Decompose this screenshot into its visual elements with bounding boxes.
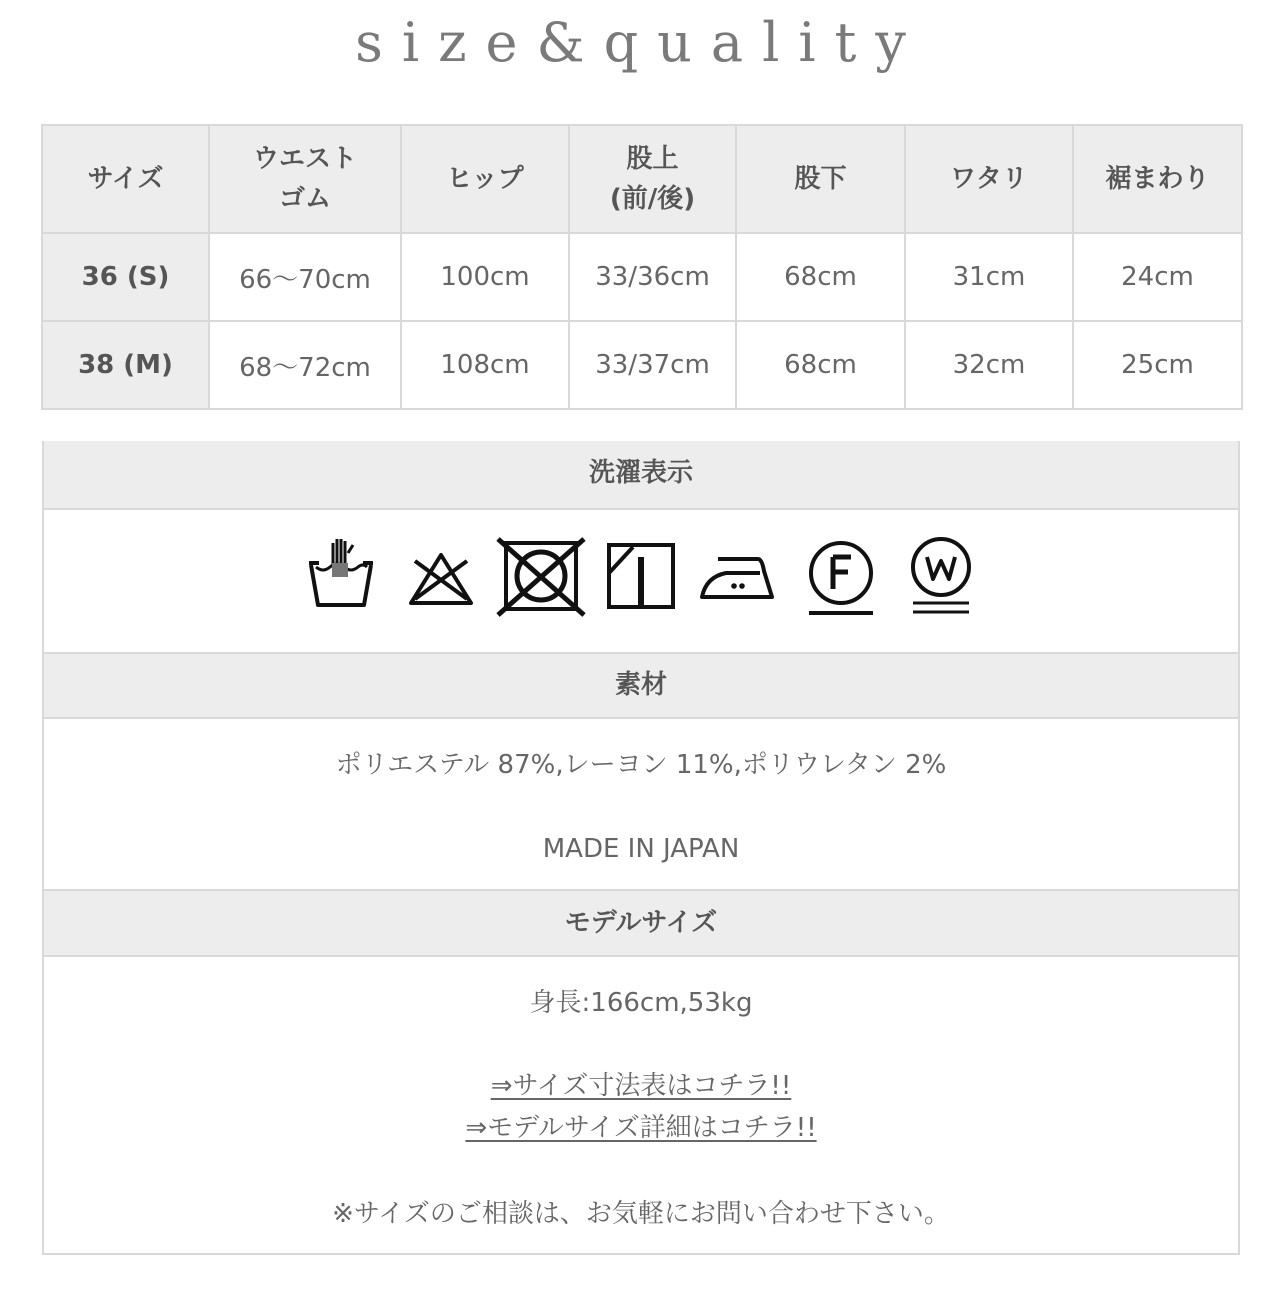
- row-size-label: 38 (M): [42, 321, 209, 409]
- dry-clean-f-icon: [801, 537, 881, 617]
- header-waist: ウエスト ゴム: [209, 125, 401, 233]
- page-title: size&quality: [355, 11, 925, 74]
- table-cell: 24cm: [1073, 233, 1242, 321]
- table-cell: 100cm: [401, 233, 569, 321]
- table-cell: 66～70cm: [209, 233, 401, 321]
- info-box: [42, 441, 1240, 1255]
- header-size: サイズ: [42, 125, 209, 233]
- size-chart-link[interactable]: ⇒サイズ寸法表はコチラ!!: [490, 1071, 792, 1101]
- material-section-header: 素材: [44, 652, 1238, 719]
- care-icons: [44, 537, 1238, 627]
- table-cell: 31cm: [905, 233, 1073, 321]
- wet-clean-w-icon: [901, 537, 981, 617]
- model-section-header: モデルサイズ: [44, 889, 1238, 957]
- low-iron-icon: [696, 537, 786, 617]
- table-cell: 32cm: [905, 321, 1073, 409]
- line-dry-shade-icon: [601, 537, 681, 617]
- table-cell: 68cm: [736, 233, 905, 321]
- no-tumble-dry-icon: [496, 537, 586, 617]
- table-row: [42, 321, 1242, 409]
- row-size-label: 36 (S): [42, 233, 209, 321]
- header-thigh: ワタリ: [905, 125, 1073, 233]
- table-cell: 33/36cm: [569, 233, 736, 321]
- hand-wash-icon: [301, 537, 381, 617]
- origin-label: MADE IN JAPAN: [542, 834, 740, 864]
- table-row: [42, 233, 1242, 321]
- table-cell: 68～72cm: [209, 321, 401, 409]
- table-cell: 25cm: [1073, 321, 1242, 409]
- size-table: [41, 124, 1243, 410]
- size-consult-note: ※サイズのご相談は、お気軽にお問い合わせ下さい。: [332, 1199, 950, 1229]
- header-hem: 裾まわり: [1073, 125, 1242, 233]
- care-section-header: 洗濯表示: [44, 441, 1238, 510]
- table-cell: 68cm: [736, 321, 905, 409]
- material-composition: ポリエステル 87%,レーヨン 11%,ポリウレタン 2%: [335, 750, 947, 780]
- table-cell: 33/37cm: [569, 321, 736, 409]
- header-rise: 股上 (前/後): [569, 125, 736, 233]
- model-size-detail-link[interactable]: ⇒モデルサイズ詳細はコチラ!!: [465, 1113, 817, 1143]
- model-stats: 身長:166cm,53kg: [529, 988, 753, 1018]
- header-hip: ヒップ: [401, 125, 569, 233]
- header-inseam: 股下: [736, 125, 905, 233]
- size-table-header-row: [42, 125, 1242, 233]
- table-cell: 108cm: [401, 321, 569, 409]
- no-bleach-icon: [401, 537, 481, 617]
